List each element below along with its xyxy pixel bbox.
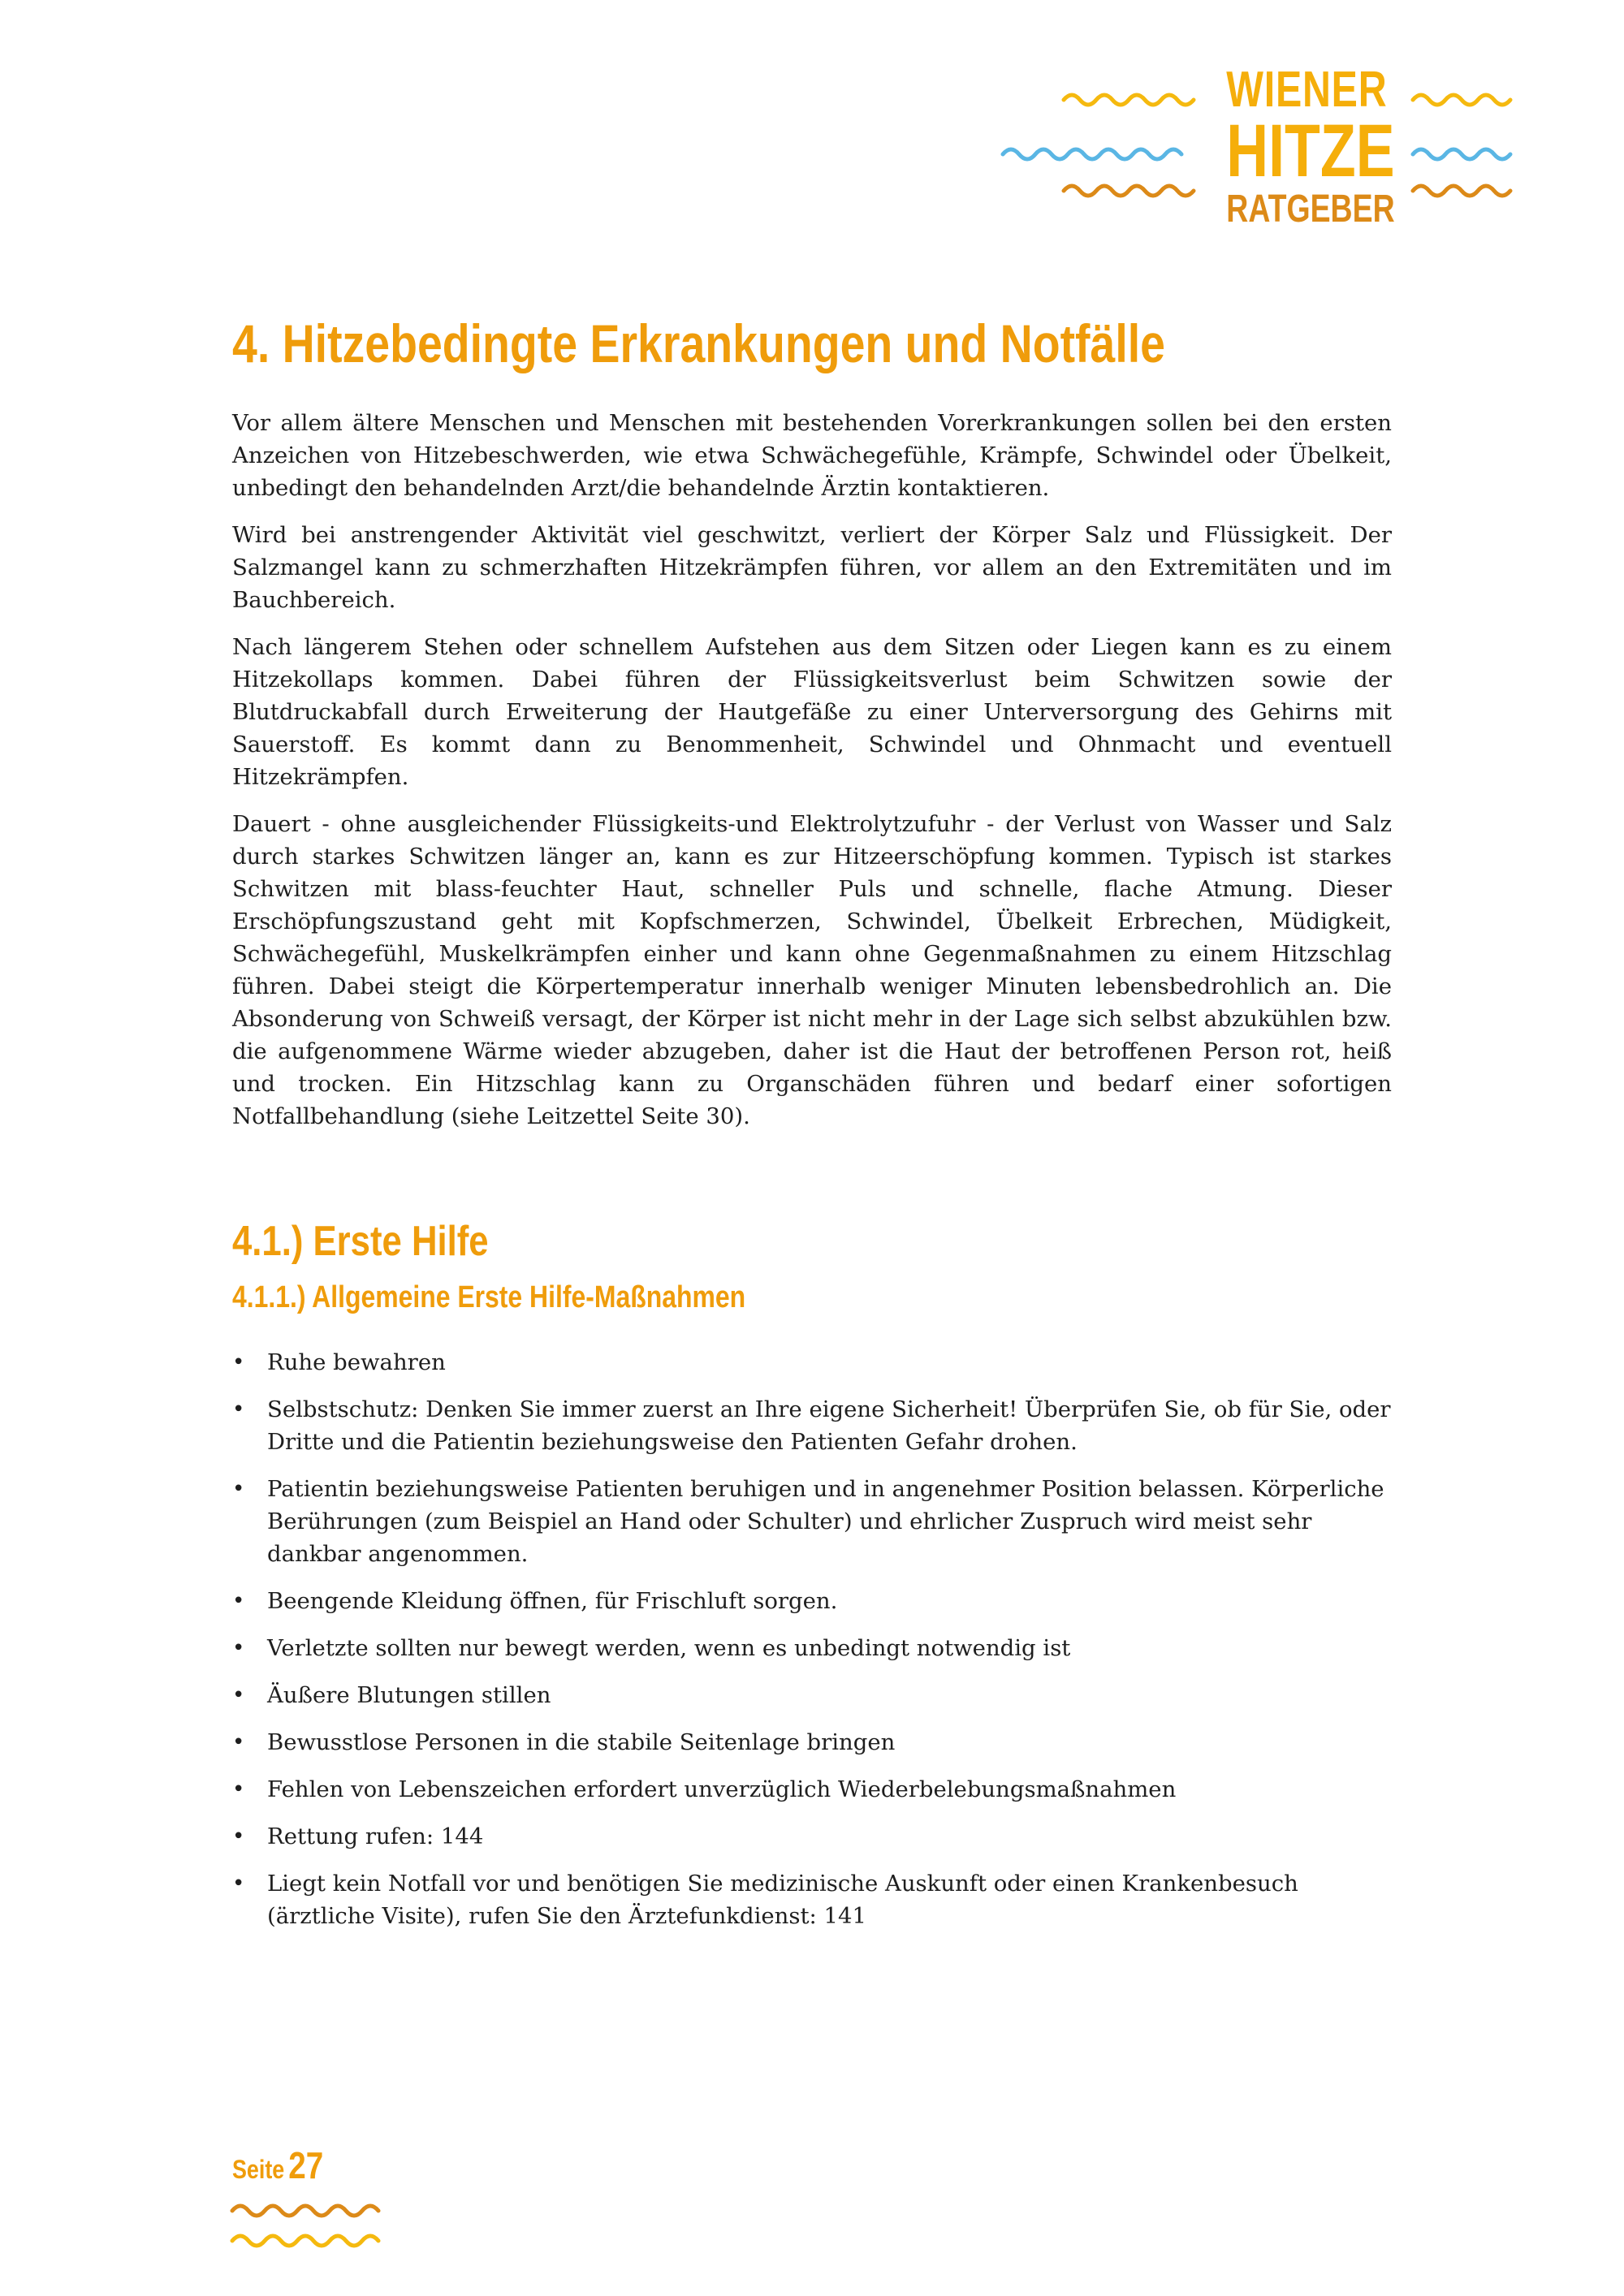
list-item [232, 1679, 1404, 1711]
bullet-dot: • [232, 1683, 245, 1707]
bullet-dot: • [232, 1589, 245, 1613]
list-item [232, 1473, 1404, 1570]
bullet-dot: • [232, 1397, 245, 1422]
section-title: 4. Hitzebedingte Erkrankungen und Notfälle [232, 313, 1165, 373]
paragraph-vorerkrankungen: Vor allem ältere Menschen und Menschen mit bestehenden Vorerkrankungen sollen bei den ersten Anzeichen von Hitzebeschwerden, wie etwa Schwächegefühle, Krämpfe, Schwindel oder Übelkeit, unbedingt den behandelnden Arzt/die behandelnde Ärztin kontaktieren. [232, 410, 1392, 501]
page-label: Seite [232, 2155, 285, 2184]
wiener-hitze-ratgeber-logo [999, 57, 1518, 231]
bullet-dot: • [232, 1871, 245, 1896]
list-item-text: Liegt kein Notfall vor und benötigen Sie medizinische Auskunft oder einen Krankenbesuch (ärztliche Visite), rufen Sie den Ärztefunkdienst: 141 [267, 1871, 1298, 1929]
first-aid-list [232, 1346, 1392, 1932]
logo-wave-right-top [1413, 88, 1518, 112]
bullet-dot: • [232, 1350, 245, 1375]
list-item-text: Patientin beziehungsweise Patienten beruhigen und in angenehmer Position belassen. Körperliche Berührungen (zum Beispiel an Hand oder Schulter) und ehrlicher Zuspruch wird meist sehr dankbar angenommen. [267, 1476, 1384, 1567]
paragraph-hitzekollaps: Nach längerem Stehen oder schnellem Aufstehen aus dem Sitzen oder Liegen kann es zu einem Hitzekollaps kommen. Dabei führen der Flüssigkeitsverlust beim Schwitzen sowie der Blutdruckabfall durch Erweiterung der Hautgefäße zu einer Unterversorgung des Gehirns mit Sauerstoff. Es kommt dann zu Benommenheit, Schwindel und Ohnmacht und eventuell Hitzekrämpfen. [232, 634, 1392, 790]
list-item [232, 1820, 1404, 1853]
list-item [232, 1632, 1404, 1664]
page-number [232, 2143, 323, 2187]
list-item-text: Fehlen von Lebenszeichen erfordert unverzüglich Wiederbelebungsmaßnahmen [267, 1776, 1177, 1802]
logo-line-wiener: WIENER [1226, 62, 1388, 118]
bullet-dot: • [232, 1636, 245, 1660]
list-item [232, 1867, 1404, 1932]
list-item-text: Selbstschutz: Denken Sie immer zuerst an Ihre eigene Sicherheit! Überprüfen Sie, ob für Sie, oder Dritte und die Patientin beziehungsweise den Patienten Gefahr drohen. [267, 1396, 1391, 1455]
paragraph-hitzekraempfe: Wird bei anstrengender Aktivität viel geschwitzt, verliert der Körper Salz und Flüssigkeit. Der Salzmangel kann zu schmerzhaften Hitzekrämpfen führen, vor allem an den Extremitäten und im Bauchbereich. [232, 522, 1392, 613]
list-item-text: Äußere Blutungen stillen [267, 1682, 551, 1708]
subsection-title: 4.1.) Erste Hilfe [232, 1218, 489, 1265]
bullet-dot: • [232, 1730, 245, 1754]
main-content [232, 313, 1392, 1947]
bullet-dot: • [232, 1824, 245, 1849]
list-item [232, 1346, 1404, 1379]
list-item-text: Rettung rufen: 144 [267, 1823, 484, 1849]
paragraph-hitzeerschoepfung: Dauert - ohne ausgleichender Flüssigkeits-und Elektrolytzufuhr - der Verlust von Wasser und Salz durch starkes Schwitzen länger an, kann es zur Hitzeerschöpfung kommen. Typisch ist starkes Schwitzen mit blass-feuchter Haut, schneller Puls und schnelle, flache Atmung. Dieser Erschöpfungszustand geht mit Kopfschmerzen, Schwindel, Übelkeit Erbrechen, Müdigkeit, Schwächegefühl, Muskelkrämpfen einher und kann ohne Gegenmaßnahmen zu einem Hitzschlag führen. Dabei steigt die Körpertemperatur innerhalb weniger Minuten lebensbedrohlich an. Die Absonderung von Schweiß versagt, der Körper ist nicht mehr in der Lage sich selbst abzukühlen bzw. die aufgenommene Wärme wieder abzugeben, daher ist die Haut der betroffenen Person rot, heiß und trocken. Ein Hitzschlag kann zu Organschäden führen und bedarf einer sofortigen Notfallbehandlung (siehe Leitzettel Seite 30). [232, 811, 1392, 1129]
list-item [232, 1393, 1404, 1458]
footer-wave-top [232, 2199, 378, 2223]
list-item-text: Bewusstlose Personen in die stabile Seitenlage bringen [267, 1729, 896, 1755]
list-item [232, 1773, 1404, 1806]
logo-wave-left-top [1064, 88, 1194, 112]
logo-line-hitze: HITZE [1226, 110, 1395, 192]
bullet-dot: • [232, 1777, 245, 1802]
list-item-text: Ruhe bewahren [267, 1349, 446, 1375]
list-item [232, 1585, 1404, 1617]
list-item-text: Verletzte sollten nur bewegt werden, wenn es unbedingt notwendig ist [267, 1635, 1071, 1661]
subsubsection-title: 4.1.1.) Allgemeine Erste Hilfe-Maßnahmen [232, 1280, 746, 1314]
logo-line-ratgeber: RATGEBER [1226, 188, 1395, 231]
logo-wave-right-mid [1413, 142, 1518, 166]
logo-wave-left-mid [1003, 142, 1194, 166]
bullet-dot: • [232, 1477, 245, 1501]
footer-wave-bottom [232, 2229, 378, 2253]
list-item-text: Beengende Kleidung öffnen, für Frischluft sorgen. [267, 1588, 838, 1614]
logo-wave-left-bottom [1064, 179, 1194, 203]
logo-text [1226, 62, 1395, 231]
logo-wave-right-bottom [1413, 179, 1518, 203]
page-number-value: 27 [288, 2144, 324, 2186]
list-item [232, 1726, 1404, 1759]
